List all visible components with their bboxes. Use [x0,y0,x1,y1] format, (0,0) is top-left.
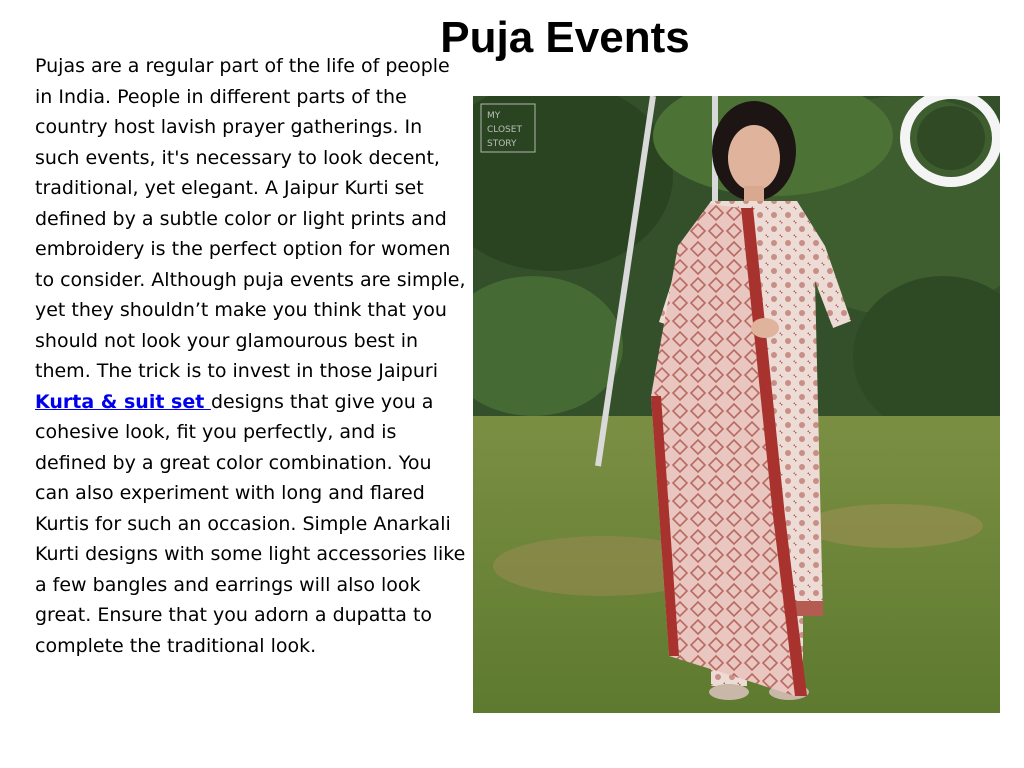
model-hand [751,318,779,338]
body-text-after-link: designs that give you a cohesive look, fit you perfectly, and is defined by a great color combination. You can also experiment with long and flared Kurtis for such an occasion. Simple Anarkali Kurti designs with some light accessories like a few bangles and earrings will also look great. Ensure that you adorn a dupatta to complete the traditional look. [35,390,466,657]
watermark-line: MY [487,111,501,121]
dry-patch [803,504,983,548]
sandal [709,684,749,700]
slide-title: Puja Events [440,13,690,62]
product-photo [473,96,1000,713]
body-text-before-link: Pujas are a regular part of the life of people in India. People in different parts of the country host lavish prayer gatherings. In such events, it's necessary to look decent, traditional, yet elegant. A Jaipur Kurti set defined by a subtle color or light prints and embroidery is the perfect option for women to consider. Although puja events are simple, yet they shouldn’t make you think that you should not look your glamourous best in them. The trick is to invest in those Jaipuri [35,55,466,382]
model-face [728,125,780,191]
kurta-suit-set-link[interactable]: Kurta & suit set [35,390,211,413]
watermark-line: CLOSET [487,125,522,135]
model-neck [744,186,764,202]
body-paragraph [35,51,467,661]
ornate-frame-inner [917,106,985,170]
watermark-line: STORY [487,139,517,149]
